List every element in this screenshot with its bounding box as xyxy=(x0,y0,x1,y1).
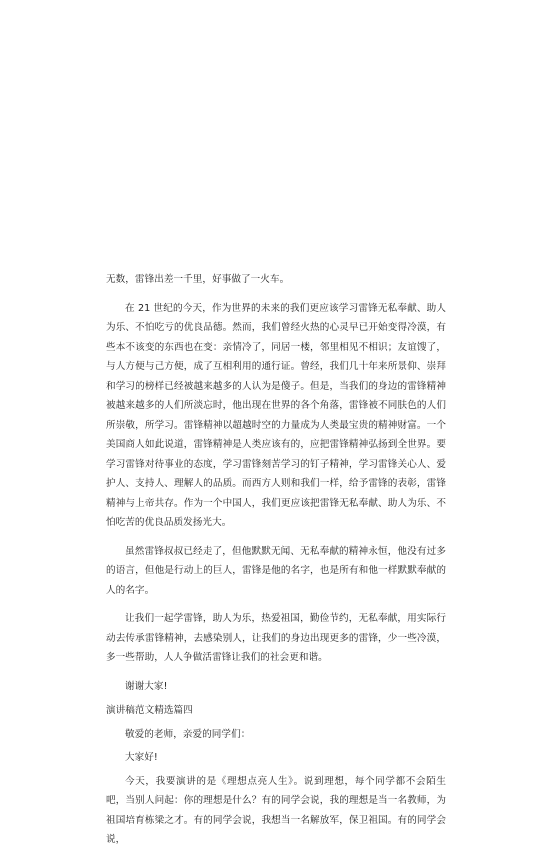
paragraph-continuation: 无数，雷锋出差一千里，好事做了一火车。 xyxy=(106,274,290,285)
section-title: 演讲稿范文精选篇四 xyxy=(106,705,193,716)
speech-salutation: 敬爱的老师，亲爱的同学们： xyxy=(125,728,251,740)
paragraph-lei-feng-legacy: 虽然雷锋叔叔已经走了，但他默默无闻、无私奉献的精神永恒，他没有过多的语言，但他是行动上的巨人，雷锋是他的名字，也是所有和他一样默默奉献的人的名字。 xyxy=(106,545,446,596)
paragraph-learn-from-lei-feng: 让我们一起学雷锋，助人为乐，热爱祖国，勤俭节约，无私奉献，用实际行动去传承雷锋精神，去感染别人，让我们的身边出现更多的雷锋，少一些冷漠，多一些帮助，人人争做活雷锋让我们的社会更和谐。 xyxy=(106,613,446,663)
speech-greeting: 大家好! xyxy=(125,752,158,763)
paragraph-lei-feng-21st-century: 在 21 世纪的今天，作为世界的未来的我们更应该学习雷锋无私奉献、助人为乐、不怕吃亏的优良品德。然而，我们曾经火热的心灵早已开始变得冷漠，有些本不该变的东西也在变：亲情冷了，同居一楼，邻里相见不相识；友谊馊了，与人方便与己方便，成了互相利用的通行证。曾经，我们几十年来所景仰、崇拜和学习的榜样已经被越来越多的人认为是傻子。但是，当我们的身边的雷锋精神被越来越多的人们所淡忘时，他出现在世界的各个角落，雷锋被不同肤色的人们所崇敬，所学习。雷锋精神以超越时空的力量成为人类最宝贵的精神财富。一个美国商人如此说道，雷锋精神是人类应该有的，应把雷锋精神弘扬到全世界。要学习雷锋对待事业的态度，学习雷锋刻苦学习的钉子精神，学习雷锋关心人、爱护人、支持人、理解人的品质。而西方人则和我们一样，给予雷锋的表彰，雷锋精神与上帝共存。作为一个中国人，我们更应该把雷锋无私奉献、助人为乐、不怕吃苦的优良品质发扬光大。 xyxy=(106,302,446,528)
speech-opening-paragraph: 今天，我要演讲的是《理想点亮人生》。说到理想，每个同学都不会陌生吧，当别人问起：你的理想是什么？有的同学会说，我的理想是当一名教师，为祖国培育栋梁之才。有的同学会说，我想当一名解放军，保卫祖国。有的同学会说， xyxy=(106,775,446,845)
paragraph-thanks: 谢谢大家! xyxy=(125,680,168,692)
document-body xyxy=(106,270,446,850)
